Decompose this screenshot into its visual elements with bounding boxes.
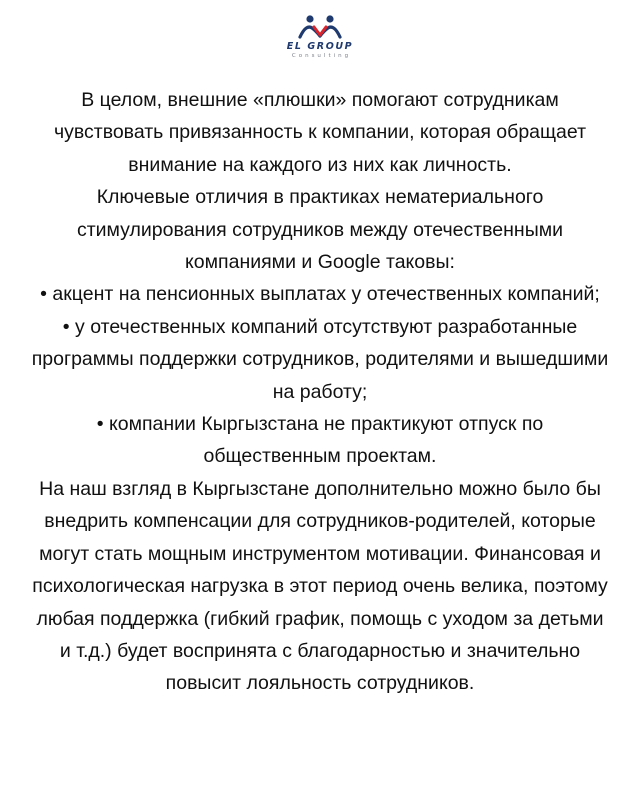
company-logo [0,14,640,60]
bullet-item: • компании Кыргызстана не практикуют отпуск по общественным проектам. [96,413,544,468]
logo-tagline: Consulting [291,53,352,59]
people-logo-icon [296,14,344,40]
bullet-item: • акцент на пенсионных выплатах у отечественных компаний; [40,283,600,306]
document-body [30,84,610,700]
paragraph-recommendation: На наш взгляд в Кыргызстане дополнительно можно было бы внедрить компенсации для сотрудников-родителей, которые могут стать мощным инструментом мотивации. Финансовая и психологическая нагрузка в этот период очень велика, поэтому любая поддержка (гибкий график, помощь с уходом за детьми и т.д.) будет воспринята с благодарностью и значительно повысит лояльность сотрудников. [32,477,608,695]
bullet-item: • у отечественных компаний отсутствуют разработанные программы поддержки сотрудников, родителями и вышедшими на работу; [31,315,609,403]
paragraph-differences: Ключевые отличия в практиках нематериального стимулирования сотрудников между отечественными компаниями и Google таковы: [76,186,564,274]
logo-company-name: EL GROUP [286,41,354,52]
paragraph-intro: В целом, внешние «плюшки» помогают сотрудникам чувствовать привязанность к компании, которая обращает внимание на каждого из них как личность. [53,89,587,176]
